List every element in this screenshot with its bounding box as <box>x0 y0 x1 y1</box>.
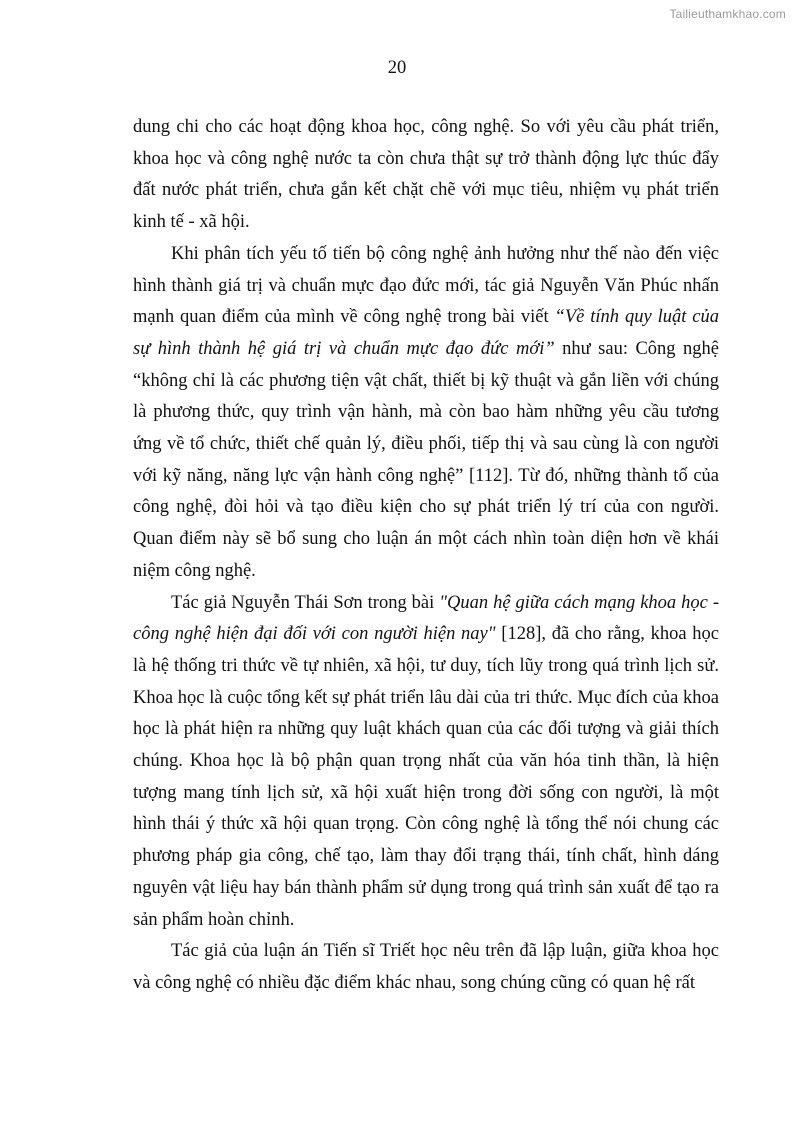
document-body <box>133 112 719 1000</box>
paragraph-4 <box>133 936 719 999</box>
paragraph-text: [128], đã cho rằng, khoa học là hệ thống tri thức về tự nhiên, xã hội, tư duy, tích lũy trong quá trình lịch sử. Khoa học là cuộc tổng kết sự phát triển lâu dài của tri thức. Mục đích của khoa học là phát hiện ra những quy luật khách quan của các đối tượng và giải thích chúng. Khoa học là bộ phận quan trọng nhất của văn hóa tinh thần, là hiện tượng mang tính lịch sử, xã hội xuất hiện trong đời sống con người, là một hình thái ý thức xã hội quan trọng. Còn công nghệ là tổng thể nói chung các phương pháp gia công, chế tạo, làm thay đổi trạng thái, tính chất, hình dáng nguyên vật liệu hay bán thành phẩm sử dụng trong quá trình sản xuất để tạo ra sản phẩm hoàn chỉnh. <box>133 624 719 930</box>
paragraph-text: Khi phân tích yếu tố tiến bộ công nghệ ảnh hưởng như thế nào đến việc hình thành giá trị và chuẩn mực đạo đức mới, tác giả Nguyễn Văn Phúc nhấn mạnh quan điểm của mình về công nghệ trong bài viết <box>133 243 719 328</box>
watermark-text: Tailieuthamkhao.com <box>669 7 786 21</box>
paragraph-3 <box>133 588 719 937</box>
paragraph-1 <box>133 112 719 239</box>
paragraph-text: dung chi cho các hoạt động khoa học, công nghệ. So với yêu cầu phát triển, khoa học và công nghệ nước ta còn chưa thật sự trở thành động lực thúc đẩy đất nước phát triển, chưa gắn kết chặt chẽ với mục tiêu, nhiệm vụ phát triển kinh tế - xã hội. <box>133 117 719 233</box>
paragraph-text: Tác giả của luận án Tiến sĩ Triết học nêu trên đã lập luận, giữa khoa học và công nghệ có nhiều đặc điểm khác nhau, song chúng cũng có quan hệ rất <box>133 941 719 993</box>
article-title-italic: “Về tính quy luật của sự hình thành hệ giá trị và chuẩn mực đạo đức mới” <box>133 307 719 359</box>
paragraph-2 <box>133 239 719 588</box>
paragraph-text: như sau: Công nghệ “không chỉ là các phương tiện vật chất, thiết bị kỹ thuật và gắn liền với chúng là phương thức, quy trình vận hành, mà còn bao hàm những yêu cầu tương ứng về tổ chức, thiết chế quản lý, điều phối, tiếp thị và sau cùng là con người với kỹ năng, năng lực vận hành công nghệ” [112]. Từ đó, những thành tố của công nghệ, đòi hỏi và tạo điều kiện cho sự phát triển lý trí của con người. Quan điểm này sẽ bổ sung cho luận án một cách nhìn toàn diện hơn về khái niệm công nghệ. <box>133 338 719 581</box>
paragraph-text: Tác giả Nguyễn Thái Sơn trong bài <box>171 592 440 613</box>
page-number: 20 <box>387 58 407 78</box>
article-title-italic: "Quan hệ giữa cách mạng khoa học - công nghệ hiện đại đối với con người hiện nay" <box>133 592 719 645</box>
